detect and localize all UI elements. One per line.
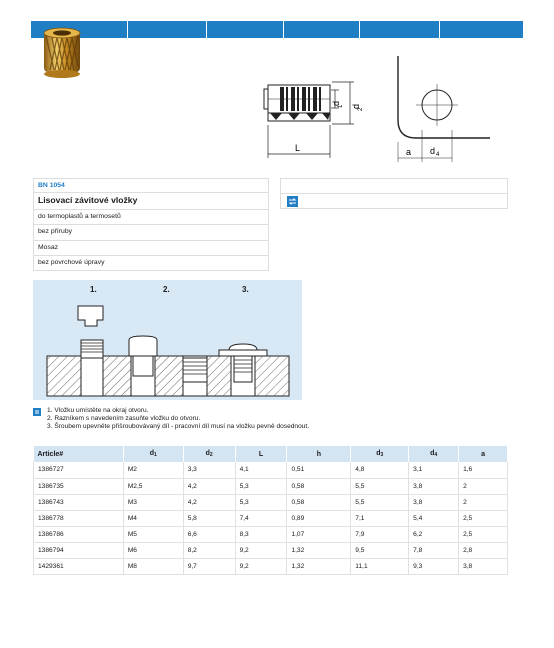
cell-a: 2: [459, 478, 508, 494]
cell-L: 9,2: [235, 558, 287, 574]
cell-L: 8,3: [235, 526, 287, 542]
swap-icon[interactable]: [287, 196, 298, 207]
instruction-line-3: 3. Šroubem upevněte přišroubovávaný díl - pracovní díl musí na vložku pevně dosednout.: [47, 422, 310, 430]
header-bar-cell: [440, 21, 523, 38]
cell-d2: 8,2: [183, 542, 235, 558]
instruction-line-1: 1. Vložku umístěte na okraj otvoru.: [47, 407, 149, 414]
cell-d1: M4: [123, 510, 183, 526]
step-label-2: 2.: [163, 285, 170, 294]
instruction-line-2: 2. Razníkem s navedením zasuňte vložku do otvoru.: [47, 414, 201, 422]
cell-a: 2: [459, 494, 508, 510]
spec-row-material: Mosaz: [33, 241, 269, 256]
cell-d1: M2: [123, 462, 183, 478]
cell-a: 3,8: [459, 558, 508, 574]
cell-article: 1386786: [34, 526, 124, 542]
header-bar-cell: [284, 21, 360, 38]
cell-h: 0,51: [287, 462, 351, 478]
table-row: [34, 494, 508, 510]
cell-d2: 5,8: [183, 510, 235, 526]
col-header-article: Article#: [34, 446, 124, 462]
header-bar: [31, 21, 523, 38]
cell-h: 1,32: [287, 542, 351, 558]
cell-article: 1386727: [34, 462, 124, 478]
table-header-row: [34, 446, 508, 462]
cell-h: 0,89: [287, 510, 351, 526]
cell-d3: 5,5: [351, 494, 409, 510]
dim-label-d4: d: [430, 146, 436, 156]
cell-d4: 3,8: [409, 478, 459, 494]
cell-h: 0,58: [287, 478, 351, 494]
cell-a: 2,5: [459, 526, 508, 542]
col-header-d4: $d_4$: [409, 446, 459, 462]
dim-label-a: a: [406, 147, 412, 157]
cell-d3: 4,8: [351, 462, 409, 478]
installation-steps-illustration: [33, 280, 302, 400]
cell-d4: 3,8: [409, 494, 459, 510]
table-row: [34, 510, 508, 526]
cell-d2: 9,7: [183, 558, 235, 574]
dim-label-d1: d: [331, 100, 341, 106]
cell-a: 2,5: [459, 510, 508, 526]
table-row: [34, 526, 508, 542]
cell-L: 5,3: [235, 478, 287, 494]
info-icon: [33, 408, 41, 416]
cell-d1: M8: [123, 558, 183, 574]
link-box: [280, 178, 508, 209]
dimensions-table: [33, 446, 508, 575]
product-code: BN 1054: [33, 178, 269, 193]
spec-row-material-use: do termoplastů a termosetů: [33, 210, 269, 225]
divider: [281, 193, 507, 194]
installation-steps-panel: [33, 280, 302, 400]
insert-photo: [34, 22, 90, 84]
dim-label-d2-sub: 2: [358, 107, 364, 111]
cell-d2: 6,6: [183, 526, 235, 542]
cell-d1: M3: [123, 494, 183, 510]
dim-label-d4-sub: 4: [436, 152, 440, 158]
dim-label-d1-sub: 1: [338, 104, 344, 108]
cell-d3: 11,1: [351, 558, 409, 574]
cell-d4: 7,8: [409, 542, 459, 558]
col-header-d1: $d_1$: [123, 446, 183, 462]
cell-h: 0,58: [287, 494, 351, 510]
cell-article: 1429361: [34, 558, 124, 574]
cell-d2: 4,2: [183, 494, 235, 510]
col-header-h: h: [287, 446, 351, 462]
step-label-3: 3.: [242, 285, 249, 294]
cell-L: 9,2: [235, 542, 287, 558]
cell-article: 1386735: [34, 478, 124, 494]
table-row: [34, 542, 508, 558]
cell-d4: 6,2: [409, 526, 459, 542]
cell-d1: M2,5: [123, 478, 183, 494]
table-row: [34, 558, 508, 574]
table-row: [34, 478, 508, 494]
col-header-d2: $d_2$: [183, 446, 235, 462]
cell-article: 1386794: [34, 542, 124, 558]
dim-label-L: L: [295, 143, 301, 153]
cell-d3: 9,5: [351, 542, 409, 558]
col-header-d3: $d_3$: [351, 446, 409, 462]
cell-d4: 3,1: [409, 462, 459, 478]
step-label-1: 1.: [90, 285, 97, 294]
cell-d4: 5,4: [409, 510, 459, 526]
cell-d1: M5: [123, 526, 183, 542]
cell-L: 4,1: [235, 462, 287, 478]
cell-L: 7,4: [235, 510, 287, 526]
header-bar-cell: [360, 21, 440, 38]
spec-row-flange: bez příruby: [33, 225, 269, 240]
col-header-a: a: [459, 446, 508, 462]
header-bar-cell: [207, 21, 284, 38]
spec-box: [33, 178, 269, 271]
cell-d2: 4,2: [183, 478, 235, 494]
cell-h: 1,07: [287, 526, 351, 542]
cell-d2: 3,3: [183, 462, 235, 478]
cell-article: 1386778: [34, 510, 124, 526]
cell-d3: 5,5: [351, 478, 409, 494]
technical-drawing: [258, 50, 494, 168]
cell-d3: 7,1: [351, 510, 409, 526]
dim-label-d2: d: [351, 103, 361, 109]
product-title: Lisovací závitové vložky: [33, 193, 269, 210]
col-header-L: L: [235, 446, 287, 462]
cell-d4: 9,3: [409, 558, 459, 574]
cell-a: 2,8: [459, 542, 508, 558]
spec-row-surface: bez povrchové úpravy: [33, 256, 269, 271]
cell-d1: M6: [123, 542, 183, 558]
table-row: [34, 462, 508, 478]
cell-a: 1,6: [459, 462, 508, 478]
header-bar-cell: [128, 21, 207, 38]
cell-article: 1386743: [34, 494, 124, 510]
cell-L: 5,3: [235, 494, 287, 510]
cell-d3: 7,9: [351, 526, 409, 542]
cell-h: 1,32: [287, 558, 351, 574]
